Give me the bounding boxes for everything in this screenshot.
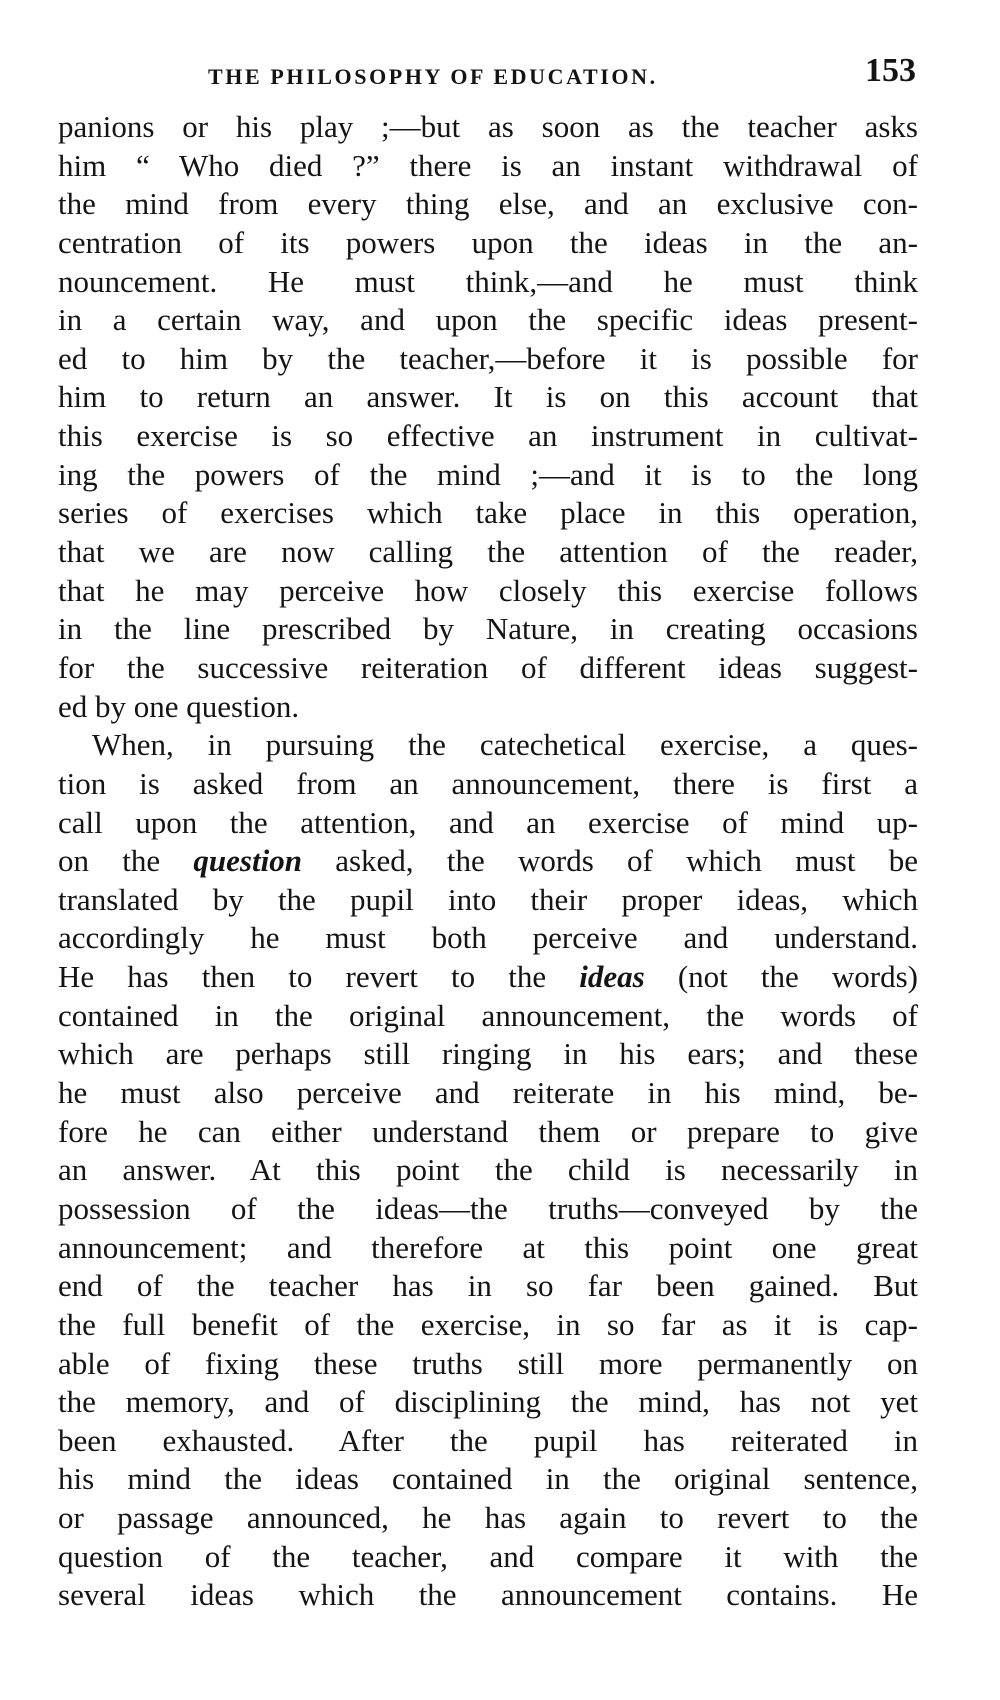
text-line: ed to him by the teacher,—before it is possible for [58, 340, 918, 376]
text-line: for the successive reiteration of different ideas suggest- [58, 649, 918, 685]
text-line: fore he can either understand them or prepare to give [58, 1113, 918, 1149]
text-fragment: He has then to revert to the [58, 959, 580, 995]
text-line: nouncement. He must think,—and he must think [58, 263, 918, 299]
text-line: the full benefit of the exercise, in so far as it is cap- [58, 1306, 918, 1342]
text-line: ed by one question. [58, 688, 300, 724]
text-line [58, 958, 918, 997]
text-line: he must also perceive and reiterate in his mind, be- [58, 1075, 918, 1111]
text-line: been exhausted. After the pupil has reiterated in [58, 1422, 918, 1458]
text-line: tion is asked from an announcement, there is first a [58, 765, 918, 801]
text-line: or passage announced, he has again to revert to the [58, 1500, 918, 1536]
text-line: in a certain way, and upon the specific ideas present- [58, 302, 918, 338]
text-line: this exercise is so effective an instrument in cultivat- [58, 418, 918, 454]
text-line: announcement; and therefore at this point one great [58, 1229, 918, 1265]
text-line: him to return an answer. It is on this account that [58, 379, 918, 415]
text-line: the mind from every thing else, and an exclusive con- [58, 186, 918, 222]
text-line: in the line prescribed by Nature, in creating occasions [58, 611, 918, 647]
text-line: question of the teacher, and compare it with the [58, 1538, 918, 1574]
text-line: that he may perceive how closely this exercise follows [58, 572, 918, 608]
running-head [58, 52, 918, 98]
text-line: him “ Who died ?” there is an instant withdrawal of [58, 147, 918, 183]
text-line: that we are now calling the attention of the reader, [58, 534, 918, 570]
italic-word: question [193, 843, 302, 879]
text-line: an answer. At this point the child is necessarily in [58, 1152, 918, 1188]
text-line: centration of its powers upon the ideas in the an- [58, 224, 918, 260]
text-line: contained in the original announcement, the words of [58, 997, 918, 1033]
text-line: which are perhaps still ringing in his ears; and these [58, 1036, 918, 1072]
text-line: the memory, and of disciplining the mind, has not yet [58, 1384, 918, 1420]
text-line: possession of the ideas—the truths—conveyed by the [58, 1190, 918, 1226]
text-line [58, 842, 918, 881]
text-fragment: asked, the words of which must be [301, 843, 918, 879]
page-number: 153 [865, 52, 916, 89]
text-line: end of the teacher has in so far been gained. But [58, 1268, 918, 1304]
text-line: able of fixing these truths still more permanently on [58, 1345, 918, 1381]
text-line: ing the powers of the mind ;—and it is to the long [58, 456, 918, 492]
paragraph-1 [58, 108, 918, 726]
text-line: call upon the attention, and an exercise of mind up- [58, 804, 918, 840]
text-line: his mind the ideas contained in the original sentence, [58, 1461, 918, 1497]
italic-word: ideas [579, 959, 645, 995]
text-line: several ideas which the announcement contains. He [58, 1577, 918, 1613]
text-line: series of exercises which take place in this operation, [58, 495, 918, 531]
running-title: THE PHILOSOPHY OF EDUCATION. [208, 64, 658, 89]
text-fragment: on the [58, 843, 194, 879]
text-fragment: (not the words) [644, 959, 919, 995]
text-line: When, in pursuing the catechetical exercise, a ques- [92, 727, 918, 763]
paragraph-2 [58, 726, 918, 1615]
body-text [58, 108, 918, 1615]
text-line: translated by the pupil into their proper ideas, which [58, 881, 918, 917]
text-line: accordingly he must both perceive and understand. [58, 920, 918, 956]
text-line: panions or his play ;—but as soon as the teacher asks [58, 109, 918, 144]
